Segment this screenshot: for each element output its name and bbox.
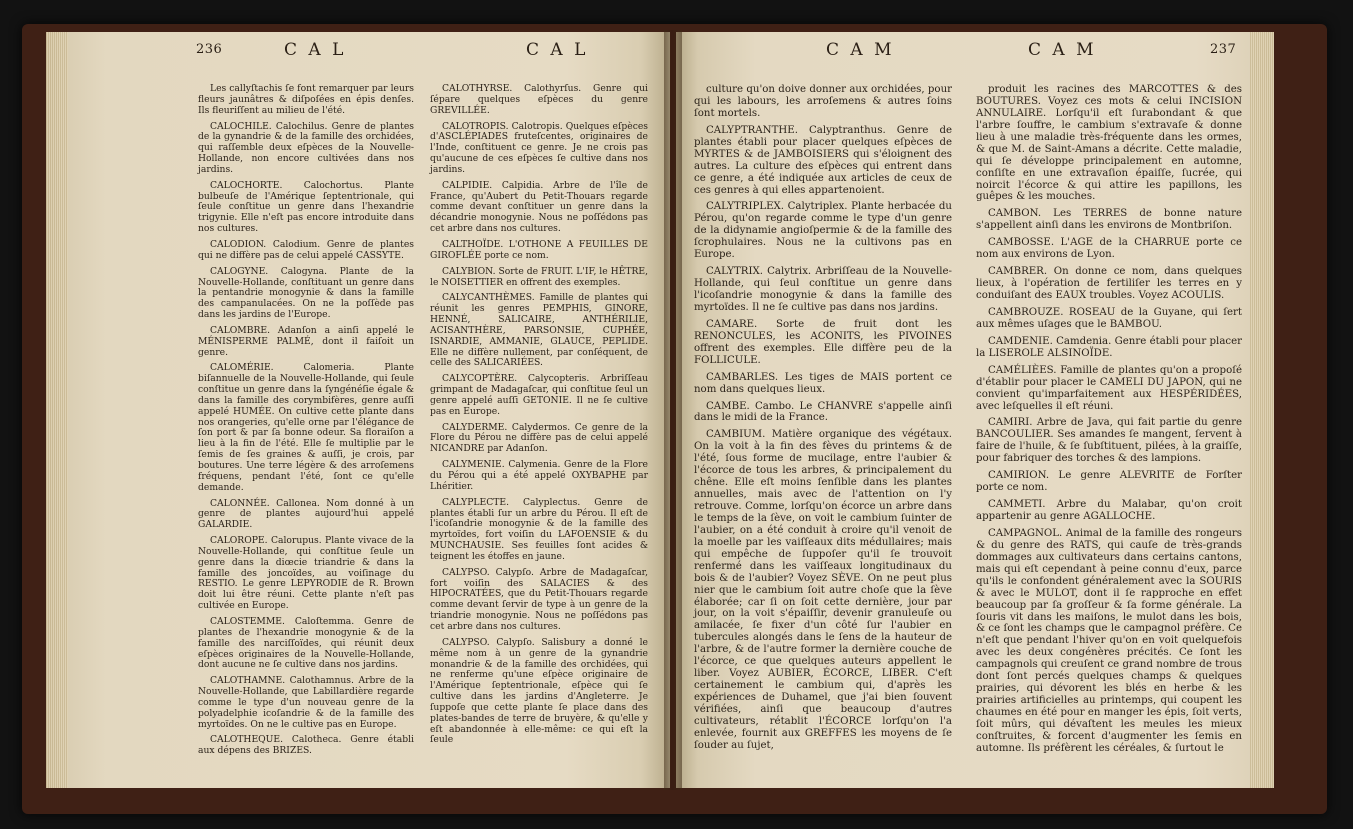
dictionary-entry: CAMBE. Cambo. Le CHANVRE s'appelle ainſi dans le midi de la France. bbox=[694, 400, 952, 424]
dictionary-entry: CALODION. Calodium. Genre de plantes qui ne diffère pas de celui appelé CASSYTE. bbox=[198, 238, 414, 261]
dictionary-entry: CALPIDIE. Calpidia. Arbre de l'île de France, qu'Aubert du Petit-Thouars regarde comme devant conſtituer un genre dans la décandrie monogynie. Nous ne poſſédons pas cet arbre dans nos cultures. bbox=[430, 179, 648, 235]
dictionary-entry: CALOCHORTE. Calochortus. Plante bulbeuſe de l'Amérique ſeptentrionale, qui ſeule conſtitue un genre dans l'hexandrie trigynie. Elle n'eſt pas encore introduite dans nos cultures. bbox=[198, 179, 414, 235]
dictionary-entry: CAMBOSSE. L'AGE de la CHARRUE porte ce nom aux environs de Lyon. bbox=[976, 237, 1242, 261]
dictionary-entry: CALYPSO. Calypſo. Arbre de Madagaſcar, fort voiſin des SALACIES & des HIPOCRATÉES, que du Petit-Thouars regarde comme devant ſervir de type à un genre de la triandrie monogynie. Nous ne poſſédons pas cet arbre dans nos cultures. bbox=[430, 566, 648, 632]
text-column-1 bbox=[198, 84, 414, 762]
dictionary-entry: CALYMENIE. Calymenia. Genre de la Flore du Pérou qui a été appelé OXYBAPHE par Lhéritier. bbox=[430, 459, 648, 492]
dictionary-entry: CALYDERME. Calydermos. Ce genre de la Flore du Pérou ne diffère pas de celui appelé NICANDRE par Adanſon. bbox=[430, 421, 648, 455]
dictionary-entry: CAMÉLIÈES. Famille de plantes qu'on a propoſé d'établir pour placer le CAMELI DU JAPON, qui ne convient qu'imparfaitement aux HESPÉRIDÉES, avec leſquelles il eſt réuni. bbox=[976, 364, 1242, 412]
dictionary-entry: CALOSTEMME. Caloſtemma. Genre de plantes de l'hexandrie monogynie & de la famille des narciſſoïdes, qui réunit deux eſpèces originaires de la Nouvelle-Hollande, dont aucune ne ſe cultive dans nos jardins. bbox=[198, 615, 414, 671]
dictionary-entry: CALOCHILE. Calochilus. Genre de plantes de la gynandrie & de la famille des orchidées, qui raſſemble deux eſpèces de la Nouvelle-Hollande, non encore cultivées dans nos jardins. bbox=[198, 120, 414, 175]
dictionary-entry: CAMBRER. On donne ce nom, dans quelques lieux, à l'opération de fertiliſer les terres en y conduiſant des EAUX troubles. Voyez ACOULIS. bbox=[976, 266, 1242, 301]
text-column-2 bbox=[430, 84, 648, 751]
running-head-right: C A L bbox=[526, 40, 589, 60]
dictionary-entry: CAMBARLES. Les tiges de MAIS portent ce nom dans quelques lieux. bbox=[694, 371, 952, 395]
text-column-1 bbox=[694, 84, 952, 757]
dictionary-entry: CALYPTRANTHE. Calyptranthus. Genre de plantes établi pour placer quelques eſpèces de MYRTES & de JAMBOISIERS qui s'éloignent des autres. La culture des eſpèces qui entrent dans ce genre, a été indiquée aux articles de ceux de ces genres à qui elles appartenoient. bbox=[694, 124, 952, 196]
dictionary-entry: CAMIRI. Arbre de Java, qui fait partie du genre BANCOULIER. Ses amandes ſe mangent, ſervent à faire de l'huile, & ſe ſubſtituent, pilées, à la graiſſe, pour fabriquer des torches & des lampions. bbox=[976, 417, 1242, 465]
dictionary-entry: CALONNÉE. Callonea. Nom donné à un genre de plantes aujourd'hui appelé GALARDIE. bbox=[198, 497, 414, 531]
running-head-left: C A M bbox=[826, 40, 895, 60]
dictionary-entry: CALOMBRE. Adanſon a ainſi appelé le MÉNISPERME PALMÉ, dont il faiſoit un genre. bbox=[198, 324, 414, 358]
dictionary-entry: CALOTHAMNE. Calothamnus. Arbre de la Nouvelle-Hollande, que Labillardière regarde comme le type d'un nouveau genre de la polyadelphie icoſandrie & de la famille des myrtoïdes. On ne le cultive pas en Europe. bbox=[198, 675, 414, 730]
dictionary-entry: CALYCOPTÈRE. Calycopteris. Arbriſſeau grimpant de Madagaſcar, qui conſtitue ſeul un genre appelé auſſi GETONIE. Il ne ſe cultive pas en Europe. bbox=[430, 373, 648, 417]
text-column-2 bbox=[976, 84, 1242, 760]
dictionary-entry: CALYCANTHÈMES. Famille de plantes qui réunit les genres PEMPHIS, GINORE, HENNÉ, SALICAIRE, ANTHÉRILIE, ACISANTHÈRE, PARSONSIE, CUPHÉE, ISNARDIE, AMMANIE, GLAUCE, PEPLIDE. Elle ne diffère nullement, par conſéquent, de celle des SALICARIÉES. bbox=[430, 292, 648, 369]
dictionary-entry: culture qu'on doive donner aux orchidées, pour qui les labours, les arroſemens & autres ſoins ſont mortels. bbox=[694, 84, 952, 119]
page-number: 237 bbox=[1210, 42, 1237, 57]
page-edges bbox=[46, 32, 68, 788]
right-page bbox=[676, 32, 1274, 788]
page-number: 236 bbox=[196, 42, 223, 57]
dictionary-entry: CAMPAGNOL. Animal de la famille des rongeurs & du genre des RATS, qui cauſe de très-grands dommages aux cultivateurs dans certains cantons, mais qui eſt cependant à peine connu d'eux, parce qu'ils le confondent généralement avec la SOURIS & avec le MULOT, dont il ſe rapproche en effet beaucoup par ſa groſſeur & ſa forme générale. La ſouris vit dans les maiſons, le mulot dans les bois, & ce ſont les champs que le campagnol préfère. Ce n'eſt que pendant l'hiver qu'on en voit quelquefois avec les deux congénères précités. Ce ſont les campagnols qui creuſent ce grand nombre de trous dont ſont percés quelques champs & quelques prairies, qui dévorent les blés en herbe & les prairies artificielles au printemps, qui coupent les chaumes en été pour en manger les épis, ſoit verts, ſoit mûrs, qui dévaſtent les meules les mieux conſtruites, & forcent d'augmenter les ſemis en automne. Ils préfèrent les céréales, & ſurtout le bbox=[976, 527, 1242, 754]
dictionary-entry: CAMBROUZE. ROSEAU de la Guyane, qui ſert aux mêmes uſages que le BAMBOU. bbox=[976, 306, 1242, 330]
dictionary-entry: Les callyſtachis ſe font remarquer par leurs fleurs jaunâtres & diſpoſées en épis denſes. Ils fleuriſſent au milieu de l'été. bbox=[198, 83, 414, 116]
dictionary-entry: CALYPSO. Calypſo. Salisbury a donné le même nom à un genre de la gynandrie monandrie & de la famille des orchidées, qui ne renferme qu'une eſpèce originaire de l'Amérique ſeptentrionale, eſpèce qui ſe cultive dans les jardins d'Angleterre. Je ſuppoſe que cette plante ſe place dans des plates-bandes de terre de bruyère, & qu'elle y eſt abandonnée à elle-même: ce qui eſt la ſeule bbox=[430, 636, 648, 746]
dictionary-entry: CALYTRIX. Calytrix. Arbriſſeau de la Nouvelle-Hollande, qui ſeul conſtitue un genre dans l'icoſandrie monogynie & dans la famille des myrtoïdes. Il ne ſe cultive pas dans nos jardins. bbox=[694, 266, 952, 313]
dictionary-entry: CALYTRIPLEX. Calytriplex. Plante herbacée du Pérou, qu'on regarde comme le type d'un genre de la didynamie angioſpermie & de la famille des ſcrophulaires. Nous ne la cultivons pas en Europe. bbox=[694, 201, 952, 261]
running-head-left: C A L bbox=[284, 40, 347, 60]
book-gutter bbox=[664, 30, 682, 790]
dictionary-entry: CALOTROPIS. Calotropis. Quelques eſpèces d'ASCLÉPIADES fruteſcentes, originaires de l'Inde, conſtituent ce genre. Je ne crois pas qu'aucune de ces eſpèces ſe cultive dans nos jardins. bbox=[430, 120, 648, 175]
dictionary-entry: CAMMETI. Arbre du Malabar, qu'on croit appartenir au genre AGALLOCHE. bbox=[976, 499, 1242, 522]
dictionary-entry: CALYPLECTE. Calyplectus. Genre de plantes établi ſur un arbre du Pérou. Il eſt de l'icoſandrie monogynie & de la famille des myrtoïdes, fort voiſin du LAFOENSIE & du MUNCHAUSIE. Ses feuilles ſont acides & teignent les étoffes en jaune. bbox=[430, 496, 648, 562]
running-head-right: C A M bbox=[1028, 40, 1097, 60]
page-edges bbox=[1250, 32, 1274, 788]
dictionary-entry: CALOTHEQUE. Calotheca. Genre établi aux dépens des BRIZES. bbox=[198, 734, 414, 757]
dictionary-entry: CALOROPE. Calorupus. Plante vivace de la Nouvelle-Hollande, qui conſtitue ſeule un genre dans la diœcie triandrie & dans la famille des joncoïdes, au voiſinage du RESTIO. Le genre LEPYRODIE de R. Brown doit lui être réuni. Cette plante n'eſt pas cultivée en Europe. bbox=[198, 535, 414, 612]
dictionary-entry: produit les racines des MARCOTTES & des BOUTURES. Voyez ces mots & celui INCISION ANNULAIRE. Lorſqu'il eſt ſurabondant & que l'arbre ſouffre, le cambium s'extravaſe & donne lieu à une maladie très-fréquente dans les ormes, & que M. de Saint-Amans a décrite. Cette maladie, qui ſe développe principalement en automne, conſiſte en une extravaſion épaiſſe, ſucrée, qui noircit l'écorce & qui attire les papillons, les guêpes & les mouches. bbox=[976, 84, 1242, 203]
left-page bbox=[46, 32, 670, 788]
dictionary-entry: CALTHOÏDE. L'OTHONE A FEUILLES DE GIROFLÉE porte ce nom. bbox=[430, 238, 648, 261]
dictionary-entry: CALOTHYRSE. Calothyrſus. Genre qui ſépare quelques eſpèces du genre GREVILLÉE. bbox=[430, 83, 648, 116]
dictionary-entry: CALOGYNE. Calogyna. Plante de la Nouvelle-Hollande, conſtituant un genre dans la pentandrie monogynie & dans la famille des campanulacées. On ne la poſſède pas dans les jardins de l'Europe. bbox=[198, 265, 414, 321]
dictionary-entry: CAMBON. Les TERRES de bonne nature s'appellent ainſi dans les environs de Montbriſon. bbox=[976, 208, 1242, 232]
dictionary-entry: CAMARE. Sorte de fruit dont les RENONCULES, les ACONITS, les PIVOINES offrent des exemples. Elle diffère peu de la FOLLICULE. bbox=[694, 318, 952, 366]
dictionary-entry: CAMDENIE. Camdenia. Genre établi pour placer la LISEROLE ALSINOÏDE. bbox=[976, 335, 1242, 359]
dictionary-entry: CALYBION. Sorte de FRUIT. L'IF, le HÊTRE, le NOISETTIER en offrent des exemples. bbox=[430, 265, 648, 288]
dictionary-entry: CAMIRION. Le genre ALEVRITE de Forſter porte ce nom. bbox=[976, 470, 1242, 494]
dictionary-entry: CALOMÉRIE. Calomeria. Plante biſannuelle de la Nouvelle-Hollande, qui ſeule conſtitue un genre dans la ſyngénéſie égale & dans la famille des corymbifères, genre auſſi appelé HUMÉE. On cultive cette plante dans nos orangeries, qu'elle orne par l'élégance de ſon port & par ſa bonne odeur. Sa floraiſon a lieu à la fin de l'été. Elle ſe multiplie par le ſemis de ſes graines & auſſi, je crois, par boutures. Une terre légère & des arroſemens fréquens, pendant l'été, ſont ce qu'elle demande. bbox=[198, 362, 414, 493]
dictionary-entry: CAMBIUM. Matière organique des végétaux. On la voit à la fin des fèves du printems & de l'été, ſous forme de mucilage, entre l'aubier & l'écorce de tous les arbres, & principalement du chêne. Elle eſt moins ſenſible dans les plantes annuelles, mais avec de l'attention on l'y retrouve. Comme, lorſqu'on écorce un arbre dans le temps de la ſève, on voit le cambium ſuinter de l'aubier, on a été conduit à croire qu'il venoit de la moelle par les vaiſſeaux dits médullaires; mais qui empêche de ſuppoſer qu'il ſe trouvoit renfermé dans les vaiſſeaux longitudinaux du bois & de l'aubier? Voyez SÈVE. On ne peut plus nier que le cambium ſoit autre choſe que la ſève élaborée; car ſi on ſoit cette dernière, jour par jour, on la voit s'épaiſſir, devenir granuleuſe ou amilacée, ſe fixer d'un côté ſur l'aubier en tubercules alongés dans le ſens de la hauteur de l'arbre, & de l'autre former la dernière couche de l'écorce, ce que quelques auteurs appellent le liber. Voyez AUBIER, ÉCORCE, LIBER. C'eſt certainement le cambium qui, d'après les expériences de Duhamel, que j'ai bien ſouvent vérifiées, ainſi que beaucoup d'autres cultivateurs, rétablit l'ÉCORCE lorſqu'on l'a enlevée, fournit aux GREFFES les moyens de ſe ſouder au ſujet, bbox=[694, 429, 952, 751]
